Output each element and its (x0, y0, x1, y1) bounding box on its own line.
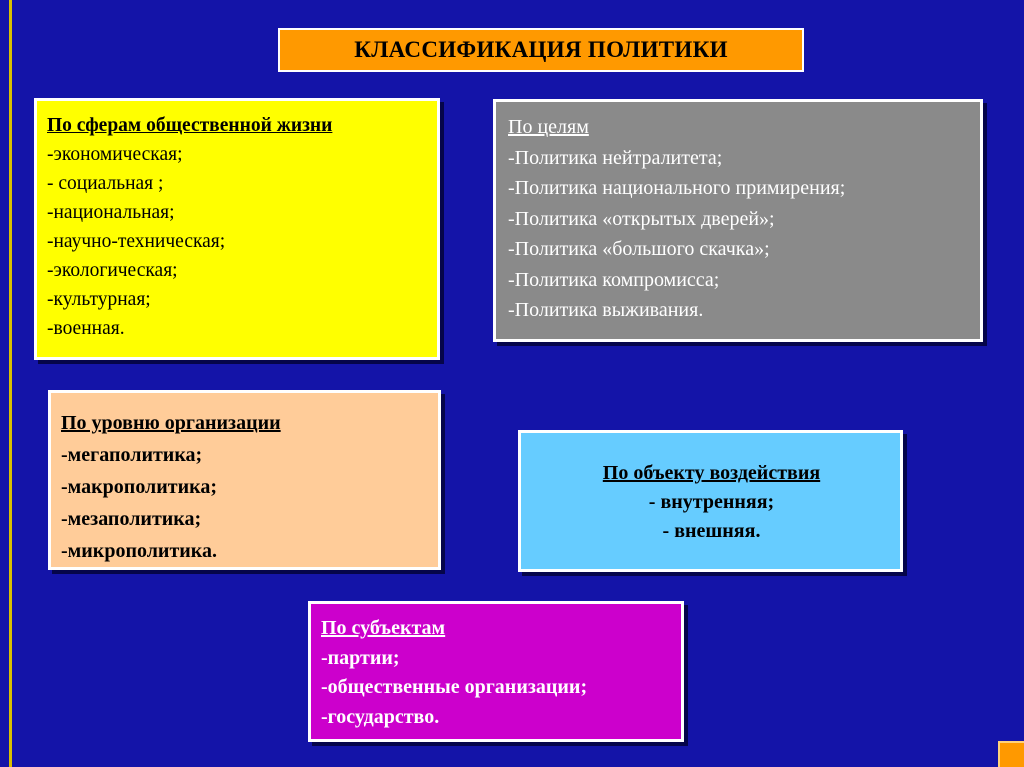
title-banner (278, 28, 804, 72)
page-title: КЛАССИФИКАЦИЯ ПОЛИТИКИ (354, 37, 728, 62)
levels-item: -мегаполитика; (61, 444, 203, 466)
goals-item: -Политика «открытых дверей»; (508, 207, 775, 230)
subjects-heading: По субъектам (321, 617, 446, 639)
object-item: - внешняя. (662, 520, 761, 542)
levels-item: -мезаполитика; (61, 508, 202, 530)
spheres-box (34, 98, 440, 360)
levels-item: -микрополитика. (61, 540, 218, 562)
goals-item: -Политика «большого скачка»; (508, 238, 770, 260)
object-box (518, 430, 903, 572)
spheres-item: -военная. (47, 318, 125, 339)
left-accent-rule (9, 0, 12, 767)
spheres-item: -научно-техническая; (47, 231, 226, 252)
goals-item: -Политика нейтралитета; (508, 146, 723, 169)
levels-heading: По уровню организации (61, 412, 281, 434)
goals-box (493, 99, 983, 342)
goals-item: -Политика выживания. (508, 299, 704, 321)
levels-box (48, 390, 441, 570)
subjects-item: -партии; (321, 646, 400, 669)
subjects-item: -государство. (321, 705, 440, 728)
subjects-box (308, 601, 684, 742)
goals-heading: По целям (508, 116, 589, 138)
goals-item: -Политика компромисса; (508, 268, 720, 291)
spheres-item: -культурная; (47, 289, 151, 310)
spheres-item: -экономическая; (47, 144, 183, 165)
object-item: - внутренняя; (648, 491, 775, 513)
corner-decoration (998, 741, 1024, 767)
goals-item: -Политика национального примирения; (508, 177, 846, 199)
subjects-item: -общественные организации; (321, 676, 588, 698)
spheres-heading: По сферам общественной жизни (47, 115, 333, 136)
spheres-item: -экологическая; (47, 260, 178, 281)
spheres-item: -национальная; (47, 202, 175, 223)
spheres-item: - социальная ; (47, 173, 164, 194)
levels-item: -макрополитика; (61, 476, 218, 498)
object-heading: По объекту воздействия (602, 462, 821, 484)
